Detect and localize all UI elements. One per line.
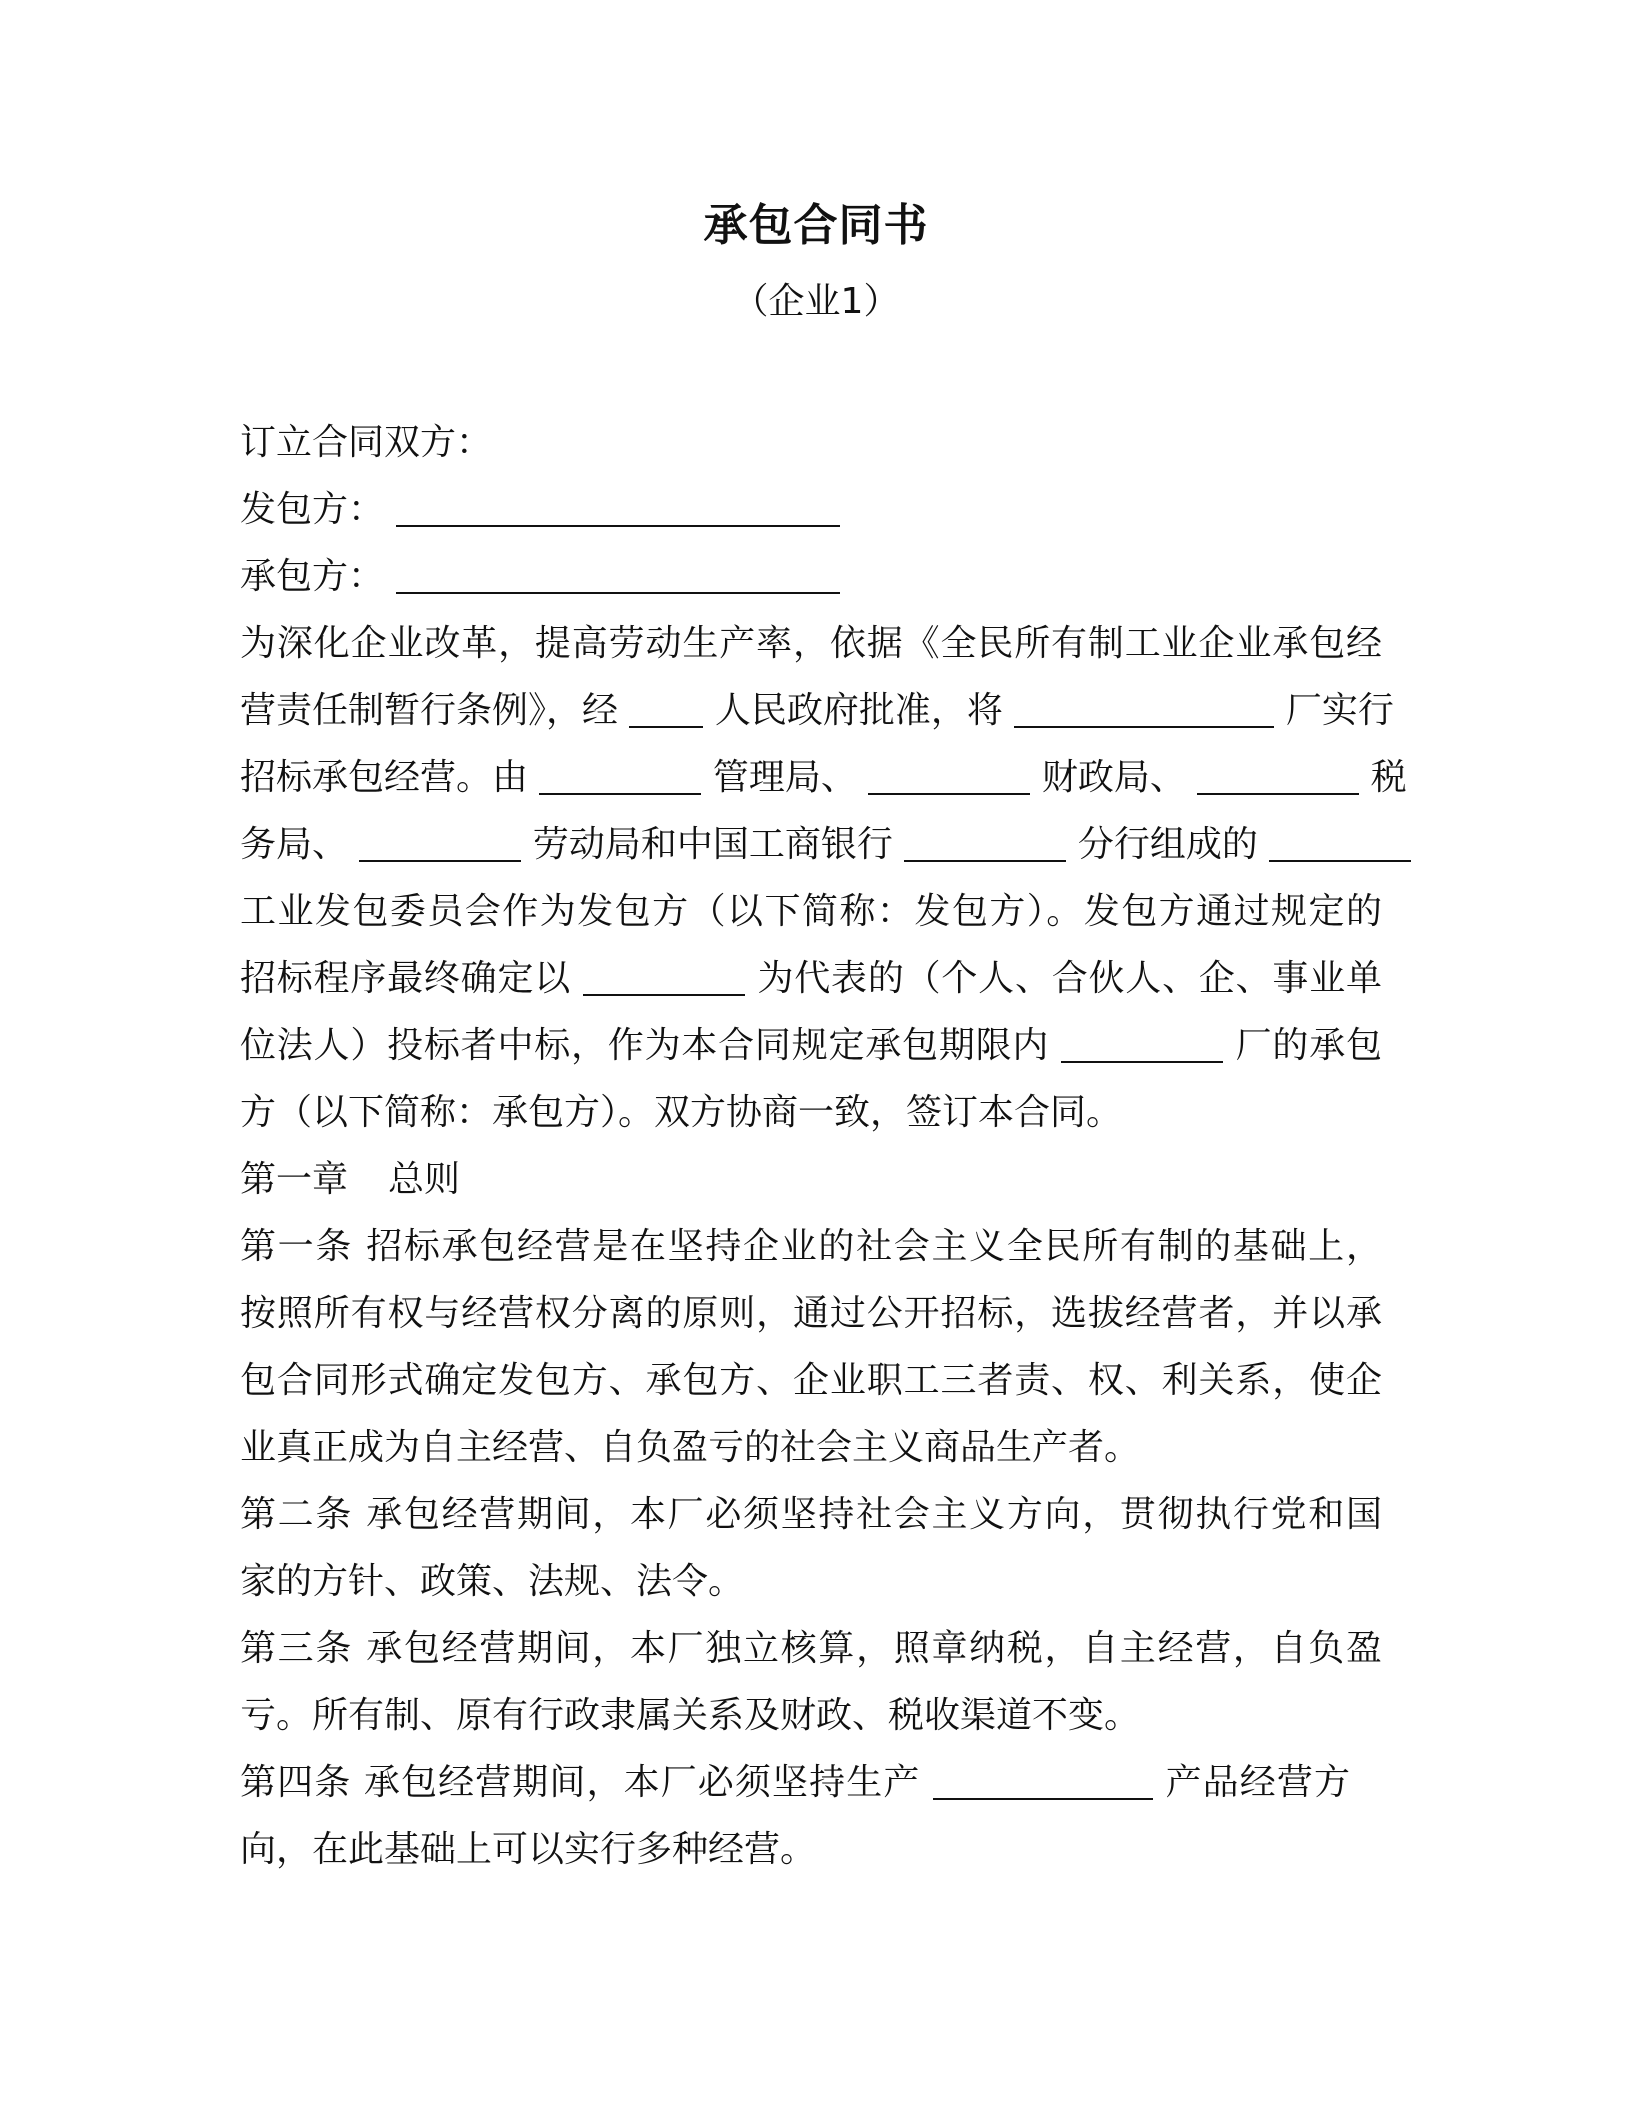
preamble-text: 劳动局和中国工商银行 (532, 824, 893, 865)
article-number: 第一条 (240, 1226, 354, 1267)
preamble-line-6 (240, 945, 1382, 1012)
article-text: 招标承包经营是在坚持企业的社会主义全民所有制的基础上， (366, 1226, 1382, 1267)
preamble-text: 招标程序最终确定以 (240, 958, 572, 999)
article-text: 承包经营期间，本厂必须坚持社会主义方向，贯彻执行党和国 (366, 1494, 1382, 1535)
article-1-line-2: 按照所有权与经营权分离的原则，通过公开招标，选拔经营者，并以承 (240, 1293, 1382, 1334)
article-text: 承包经营期间，本厂独立核算，照章纳税，自主经营，自负盈 (366, 1628, 1382, 1669)
article-4-line-1 (240, 1749, 1350, 1816)
committee-name-blank (1269, 826, 1411, 862)
parties-heading: 订立合同双方： (240, 422, 493, 463)
labor-bureau-blank (359, 826, 521, 862)
preamble-line-1: 为深化企业改革，提高劳动生产率，依据《全民所有制工业企业承包经 (240, 623, 1382, 664)
contract-factory-blank (1061, 1027, 1223, 1063)
preamble-text: 为代表的（个人、合伙人、企、事业单 (757, 958, 1382, 999)
preamble-text: 务局、 (240, 824, 349, 865)
article-3-line-1 (240, 1615, 1382, 1682)
contractor-blank (396, 558, 840, 594)
preamble-line-4 (240, 811, 1382, 878)
employer-blank (396, 491, 840, 527)
document-body (240, 409, 1407, 1883)
preamble-text: 税 (1370, 757, 1407, 798)
preamble-text: 厂的承包 (1235, 1025, 1382, 1066)
contractor-label: 承包方： (240, 556, 385, 597)
preamble-line-8: 方（以下简称：承包方）。双方协商一致，签订本合同。 (240, 1092, 1123, 1133)
preamble-text: 管理局、 (712, 757, 857, 798)
document-title: 承包合同书 (703, 200, 929, 251)
article-3-line-2: 亏。所有制、原有行政隶属关系及财政、税收渠道不变。 (240, 1695, 1141, 1736)
article-1-line-3: 包合同形式确定发包方、承包方、企业职工三者责、权、利关系，使企 (240, 1360, 1382, 1401)
article-number: 第四条 (240, 1762, 352, 1803)
representative-blank (583, 960, 745, 996)
document-subtitle: （企业1） (732, 281, 900, 322)
finance-bureau-blank (868, 759, 1030, 795)
chapter-1-heading (240, 1146, 1382, 1213)
preamble-line-7 (240, 1012, 1382, 1079)
article-text: 承包经营期间，本厂必须坚持生产 (363, 1762, 921, 1803)
approval-government-blank (629, 692, 703, 728)
article-2-line-2: 家的方针、政策、法规、法令。 (240, 1561, 745, 1602)
employer-line (240, 476, 1382, 543)
chapter-name: 总则 (388, 1159, 461, 1200)
employer-label: 发包方： (240, 489, 385, 530)
article-1-line-1 (240, 1213, 1382, 1280)
preamble-line-5: 工业发包委员会作为发包方（以下简称：发包方）。发包方通过规定的 (240, 891, 1382, 932)
preamble-text: 分行组成的 (1077, 824, 1258, 865)
preamble-text: 位法人）投标者中标，作为本合同规定承包期限内 (240, 1025, 1050, 1066)
preamble-text: 财政局、 (1041, 757, 1186, 798)
article-number: 第二条 (240, 1494, 354, 1535)
tax-bureau-blank (1197, 759, 1359, 795)
article-number: 第三条 (240, 1628, 354, 1669)
article-2-line-1 (240, 1481, 1382, 1548)
article-text: 产品经营方 (1165, 1762, 1350, 1803)
product-blank (933, 1764, 1153, 1800)
preamble-line-2 (240, 677, 1394, 744)
bank-branch-blank (904, 826, 1066, 862)
contractor-line (240, 543, 1382, 610)
preamble-text: 招标承包经营。由 (240, 757, 529, 798)
article-1-line-4: 业真正成为自主经营、自负盈亏的社会主义商品生产者。 (240, 1427, 1141, 1468)
article-4-line-2: 向，在此基础上可以实行多种经营。 (240, 1829, 817, 1870)
preamble-line-3 (240, 744, 1407, 811)
preamble-text: 厂实行 (1285, 690, 1394, 731)
preamble-text: 人民政府批准，将 (714, 690, 1003, 731)
chapter-number: 第一章 (240, 1159, 349, 1200)
preamble-text: 营责任制暂行条例》，经 (240, 690, 619, 731)
factory-name-blank (1014, 692, 1274, 728)
admin-bureau-blank (539, 759, 701, 795)
